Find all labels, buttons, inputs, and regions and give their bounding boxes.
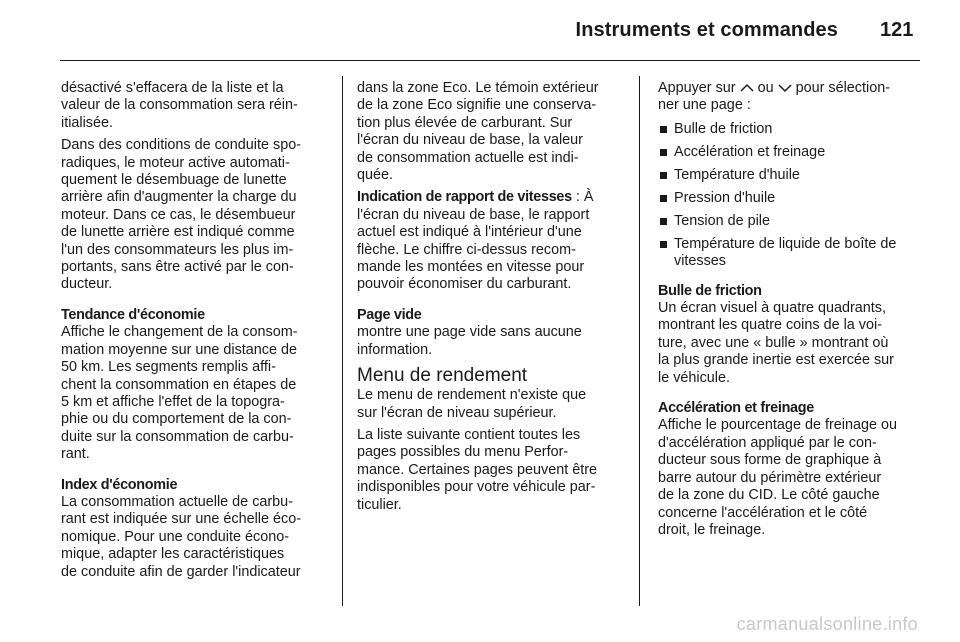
text-line: montrant les quatre coins de la voi- <box>658 317 882 334</box>
paragraph <box>357 80 623 184</box>
text-line: de consommation actuelle est indi- <box>357 149 579 166</box>
text-line: quée. <box>357 167 394 184</box>
text-line: l'un des consommateurs les plus im- <box>61 241 294 258</box>
chevron-down-icon <box>778 83 792 93</box>
text-line: de lunette arrière est indiqué comme <box>61 224 295 241</box>
subheading-bulle: Bulle de friction <box>658 282 762 299</box>
column-divider-1 <box>342 76 343 606</box>
text-line: 50 km. Les segments remplis affi- <box>61 359 276 376</box>
text-line: Affiche le pourcentage de freinage ou <box>658 417 897 434</box>
list-item <box>658 121 920 138</box>
list-item <box>658 167 920 184</box>
list-item <box>658 144 920 161</box>
text-line: barre autour du périmètre extérieur <box>658 469 882 486</box>
text-line: information. <box>357 341 433 358</box>
section-heading-menu: Menu de rendement <box>357 365 528 387</box>
column-divider-2 <box>639 76 640 606</box>
text-line: La consommation actuelle de carbu- <box>61 493 293 510</box>
text-line: Un écran visuel à quatre quadrants, <box>658 300 886 317</box>
text-line <box>357 189 623 206</box>
subheading-page-vide: Page vide <box>357 306 422 323</box>
subheading-acceleration: Accélération et freinage <box>658 400 814 417</box>
text-line: Affiche le changement de la consom- <box>61 324 298 341</box>
list-item-label-cont: vitesses <box>674 253 726 270</box>
text-line: rant est indiquée sur une échelle éco- <box>61 511 301 528</box>
paragraph <box>357 427 623 514</box>
text-line: ducteur sous forme de graphique à <box>658 452 882 469</box>
paragraph <box>61 137 327 294</box>
subheading-index: Index d'économie <box>61 476 178 493</box>
text-line: sur l'écran de niveau supérieur. <box>357 404 557 421</box>
header-title: Instruments et commandes <box>575 19 838 41</box>
text-line: quement le désembuage de lunette <box>61 172 287 189</box>
text-line: portants, sans être activé par le con- <box>61 259 294 276</box>
text-line: 5 km et affiche l'effet de la topogra- <box>61 393 285 410</box>
text-line: ducteur. <box>61 276 113 293</box>
text-line: ticulier. <box>357 496 402 513</box>
watermark-text: carmanualsonline.info <box>736 614 918 634</box>
text-line: indisponibles pour votre véhicule par- <box>357 479 596 496</box>
subheading-tendance: Tendance d'économie <box>61 306 205 323</box>
list-item-label: Température de liquide de boîte de <box>674 235 897 252</box>
text-line: moteur. Dans ce cas, le désembueur <box>61 206 296 223</box>
text-line: actuel est indiqué à l'intérieur d'une <box>357 224 582 241</box>
list-item-label: Accélération et freinage <box>674 143 826 160</box>
text-line: rant. <box>61 446 90 463</box>
text-line <box>658 80 920 97</box>
bullet-square <box>660 172 667 179</box>
text-line: montre une page vide sans aucune <box>357 324 582 341</box>
paragraph <box>61 324 327 463</box>
text-line: nomique. Pour une conduite écono- <box>61 528 290 545</box>
text-line: ner une page : <box>658 97 751 114</box>
column-2 <box>357 80 623 519</box>
text-line: mique, adapter les caractéristiques <box>61 546 285 563</box>
header-rule <box>60 60 920 61</box>
text-line: de conduite afin de garder l'indicateur <box>61 563 301 580</box>
bullet-square <box>660 218 667 225</box>
list-item <box>658 213 920 230</box>
list-item-label: Température d'huile <box>674 166 800 183</box>
text-line: tion plus élevée de carburant. Sur <box>357 114 573 131</box>
bullet-square <box>660 241 667 248</box>
paragraph <box>357 324 623 359</box>
bullet-square <box>660 195 667 202</box>
paragraph <box>61 80 327 132</box>
text-line: mande les montées en vitesse pour <box>357 259 585 276</box>
list-item-label: Pression d'huile <box>674 189 776 206</box>
column-1 <box>61 80 327 586</box>
text-line: la plus grande inertie est exercée sur <box>658 352 894 369</box>
text-line: valeur de la consommation sera réin- <box>61 97 298 114</box>
text-line: chent la consommation en étapes de <box>61 376 297 393</box>
page-number: 121 <box>880 19 914 41</box>
text-line: duite sur la consommation de carbu- <box>61 428 294 445</box>
text-line: pages possibles du menu Perfor- <box>357 444 569 461</box>
text-line: le véhicule. <box>658 369 730 386</box>
text-line: l'écran du niveau de base, la valeur <box>357 132 583 149</box>
paragraph <box>61 494 327 581</box>
text-fragment: Appuyer sur <box>658 80 740 96</box>
paragraph <box>658 80 920 115</box>
paragraph <box>357 387 623 422</box>
text-line: l'écran du niveau de base, le rapport <box>357 206 590 223</box>
paragraph <box>658 300 920 387</box>
text-line: d'accélération appliqué par le con- <box>658 434 877 451</box>
text-line: itialisée. <box>61 114 113 131</box>
text-line: phie ou du comportement de la con- <box>61 411 292 428</box>
list-item <box>658 190 920 207</box>
text-line: radiques, le moteur active automati- <box>61 154 290 171</box>
text-line: La liste suivante contient toutes les <box>357 426 581 443</box>
bullet-square <box>660 126 667 133</box>
text-line: concerne l'accélération et le côté <box>658 504 868 521</box>
text-line: mation moyenne sur une distance de <box>61 341 297 358</box>
text-line: désactivé s'effacera de la liste et la <box>61 80 284 96</box>
paragraph <box>658 417 920 539</box>
chevron-up-icon <box>740 83 754 93</box>
text-line: Le menu de rendement n'existe que <box>357 387 587 404</box>
text-fragment: ou <box>753 80 778 96</box>
list-item-label: Bulle de friction <box>674 120 773 137</box>
text-line: dans la zone Eco. Le témoin extérieur <box>357 80 599 96</box>
list-item-label: Tension de pile <box>674 212 771 229</box>
text-line: Dans des conditions de conduite spo- <box>61 137 301 154</box>
page-list <box>658 121 920 271</box>
column-3 <box>658 80 920 544</box>
bullet-square <box>660 149 667 156</box>
text-line: de la zone du CID. Le côté gauche <box>658 487 880 504</box>
text-line: flèche. Le chiffre ci-dessus recom- <box>357 241 576 258</box>
subheading-rapport: Indication de rapport de vitesses <box>357 189 572 206</box>
text-line: de la zone Eco signifie une conserva- <box>357 97 597 114</box>
text-line: ture, avec une « bulle » montrant où <box>658 334 889 351</box>
text-line: pouvoir économiser du carburant. <box>357 276 572 293</box>
list-item <box>658 236 920 271</box>
text-line: mance. Certaines pages peuvent être <box>357 461 597 478</box>
paragraph <box>357 189 623 293</box>
text-fragment: : À <box>571 189 594 206</box>
text-fragment: pour sélection- <box>791 80 890 96</box>
text-line: droit, le freinage. <box>658 521 766 538</box>
text-line: arrière afin d'augmenter la charge du <box>61 189 297 206</box>
